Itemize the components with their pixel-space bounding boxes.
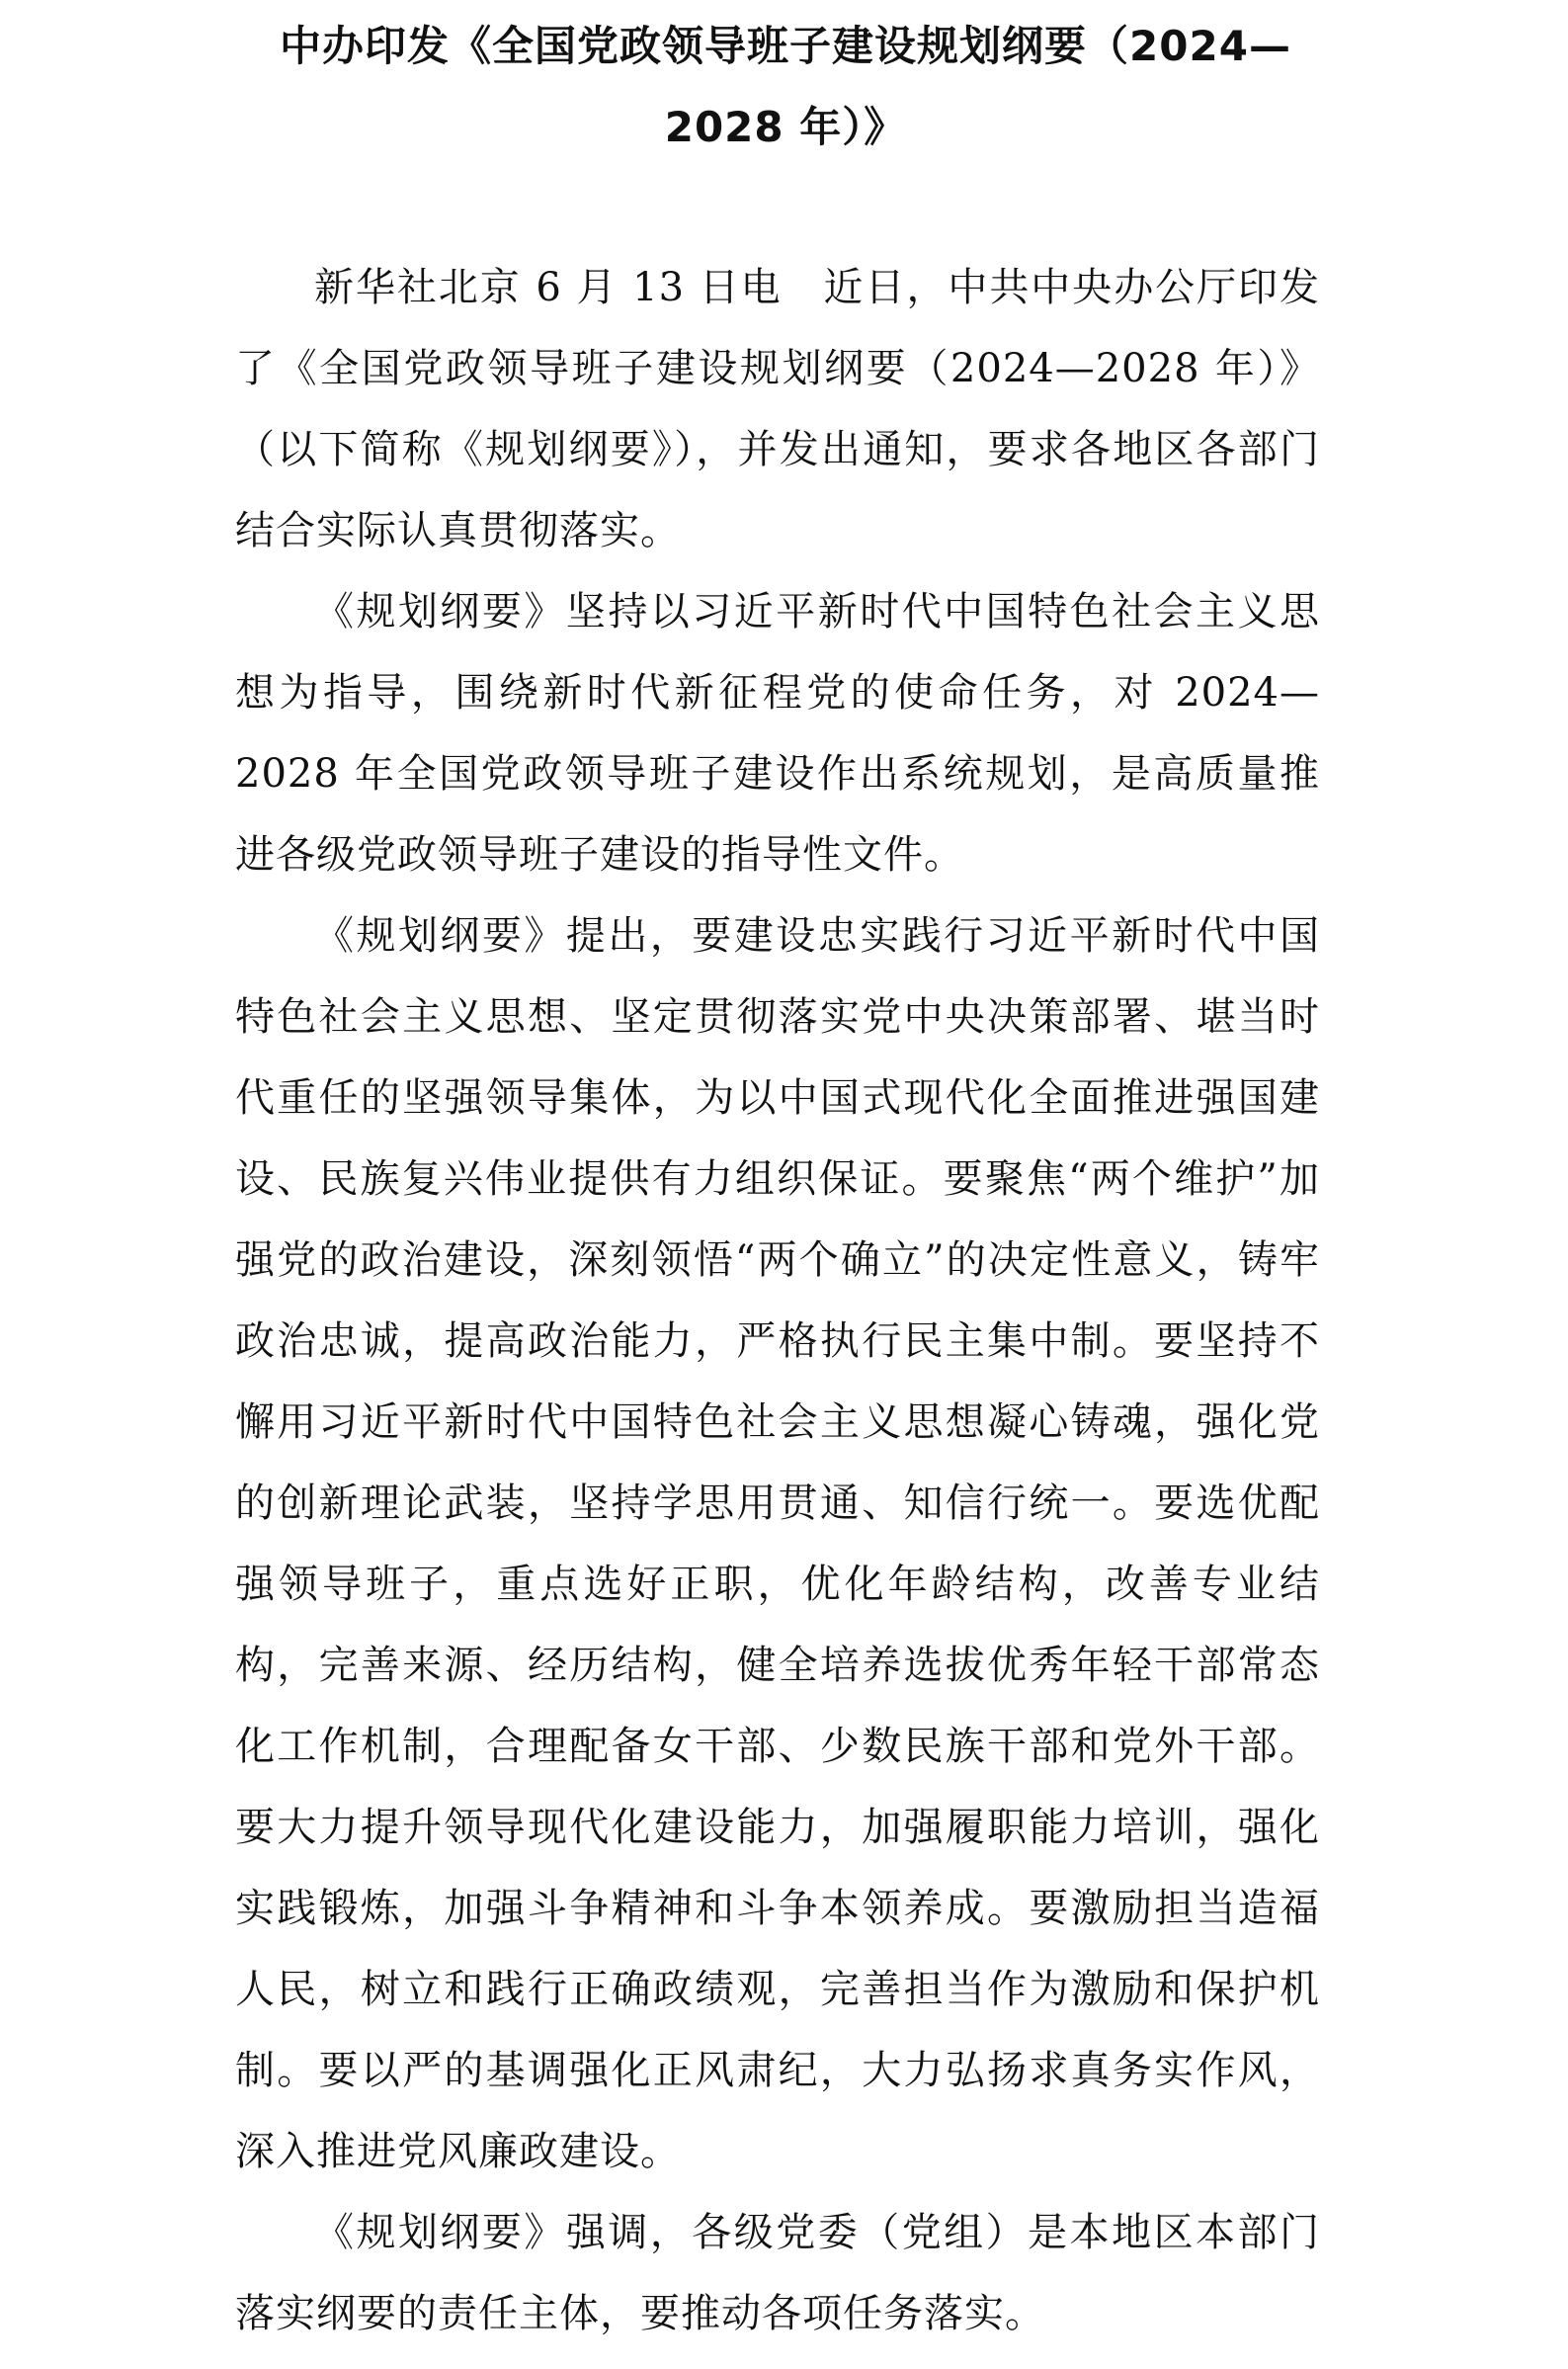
article-title-line-2: 2028 年）》: [664, 103, 907, 151]
paragraph-3: 《规划纲要》提出，要建设忠实践行习近平新时代中国特色社会主义思想、坚定贯彻落实党中央决策部署、堪当时代重任的坚强领导集体，为以中国式现代化全面推进强国建设、民族复兴伟业提供有力组织保证。要聚焦“两个维护”加强党的政治建设，深刻领悟“两个确立”的决定性意义，铸牢政治忠诚，提高政治能力，严格执行民主集中制。要坚持不懈用习近平新时代中国特色社会主义思想凝心铸魂，强化党的创新理论武装，坚持学思用贯通、知信行统一。要选优配强领导班子，重点选好正职，优化年龄结构，改善专业结构，完善来源、经历结构，健全培养选拔优秀年轻干部常态化工作机制，合理配备女干部、少数民族干部和党外干部。要大力提升领导现代化建设能力，加强履职能力培训，强化实践锻炼，加强斗争精神和斗争本领养成。要激励担当造福人民，树立和践行正确政绩观，完善担当作为激励和保护机制。要以严的基调强化正风肃纪，大力弘扬求真务实作风，深入推进党风廉政建设。: [235, 913, 1320, 2174]
paragraph-2: 《规划纲要》坚持以习近平新时代中国特色社会主义思想为指导，围绕新时代新征程党的使命任务，对 2024—2028 年全国党政领导班子建设作出系统规划，是高质量推进各级党政领导班子建设的指导性文件。: [235, 589, 1320, 878]
paragraph-4: 《规划纲要》强调，各级党委（党组）是本地区本部门落实纲要的责任主体，要推动各项任务落实。: [235, 2210, 1320, 2336]
paragraph-1: 新华社北京 6 月 13 日电 近日，中共中央办公厅印发了《全国党政领导班子建设规划纲要（2024—2028 年）》（以下简称《规划纲要》），并发出通知，要求各地区各部门结合实际认真贯彻落实。: [235, 265, 1320, 553]
article-title-line-1: 中办印发《全国党政领导班子建设规划纲要（2024—: [280, 22, 1291, 70]
article-title: [222, 6, 1349, 168]
article-body: [235, 247, 1320, 2354]
